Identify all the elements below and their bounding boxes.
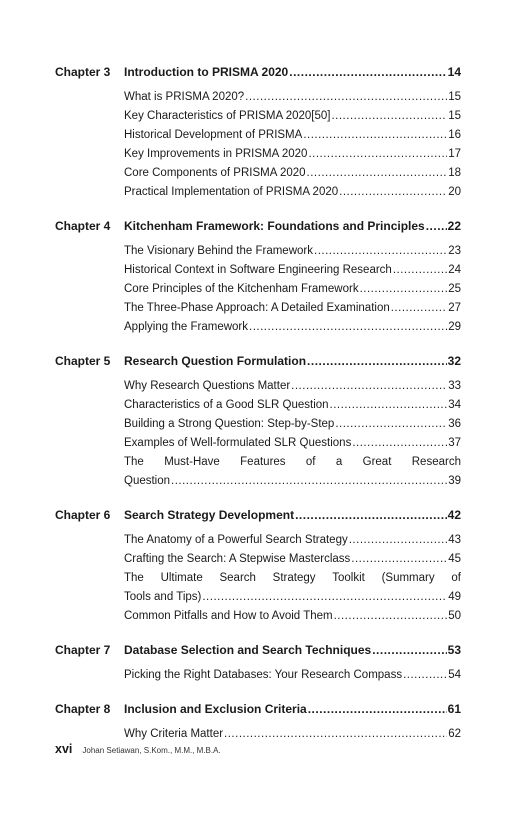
- section-title: Examples of Well-formulated SLR Questions: [124, 437, 352, 449]
- section-title: What is PRISMA 2020?: [124, 91, 245, 103]
- dot-leader: [393, 261, 447, 280]
- dot-leader: [291, 377, 447, 396]
- section-page-number: 43: [448, 534, 461, 546]
- dot-leader: [349, 531, 447, 550]
- section-title-word: of: [305, 456, 316, 468]
- section-title: Characteristics of a Good SLR Question: [124, 399, 329, 411]
- section-page-number: 23: [448, 245, 461, 257]
- dot-leader: [289, 62, 446, 82]
- chapter-heading: [55, 62, 461, 82]
- toc-section-entry: [124, 569, 461, 607]
- toc-section-entry: [124, 550, 461, 569]
- dot-leader: [314, 242, 447, 261]
- section-title: Key Improvements in PRISMA 2020: [124, 148, 308, 160]
- toc-chapter: [55, 699, 461, 744]
- chapter-number: Chapter 3: [55, 65, 111, 79]
- section-page-number: 62: [448, 728, 461, 740]
- section-page-number: 15: [448, 91, 461, 103]
- toc-section-entry: [124, 164, 461, 183]
- chapter-title: Introduction to PRISMA 2020: [124, 65, 289, 79]
- section-title: Tools and Tips): [124, 591, 202, 603]
- chapter-heading: [55, 351, 461, 371]
- section-page-number: 27: [448, 302, 461, 314]
- section-title-word: Great: [362, 456, 392, 468]
- dot-leader: [360, 280, 448, 299]
- section-title: Historical Development of PRISMA: [124, 129, 303, 141]
- section-title: Why Criteria Matter: [124, 728, 224, 740]
- chapter-sections: [124, 242, 461, 337]
- section-title-line: [124, 472, 461, 491]
- section-title: Applying the Framework: [124, 321, 248, 333]
- chapter-title: Search Strategy Development: [124, 508, 295, 522]
- section-title-word: Ultimate: [160, 572, 203, 584]
- section-title-line: [124, 588, 461, 607]
- section-page-number: 33: [448, 380, 461, 392]
- toc-section-entry: [124, 261, 461, 280]
- dot-leader: [391, 299, 447, 318]
- section-page-number: 18: [448, 167, 461, 179]
- section-title: The Anatomy of a Powerful Search Strategy: [124, 534, 348, 546]
- section-page-number: 20: [448, 186, 461, 198]
- toc-chapter: [55, 505, 461, 626]
- chapter-heading: [55, 216, 461, 236]
- chapter-title: Inclusion and Exclusion Criteria: [124, 702, 307, 716]
- toc-section-entry: [124, 242, 461, 261]
- dot-leader: [202, 588, 447, 607]
- chapter-sections: [124, 88, 461, 202]
- dot-leader: [330, 396, 448, 415]
- dot-leader: [171, 472, 447, 491]
- toc-section-entry: [124, 453, 461, 491]
- dot-leader: [308, 699, 447, 719]
- chapter-page-number: 32: [447, 354, 461, 368]
- section-title: Picking the Right Databases: Your Research Compass: [124, 669, 403, 681]
- chapter-heading: [55, 640, 461, 660]
- section-page-number: 50: [448, 610, 461, 622]
- section-title-line: [124, 569, 461, 588]
- dot-leader: [339, 183, 447, 202]
- chapter-number: Chapter 6: [55, 508, 111, 522]
- dot-leader: [307, 351, 447, 371]
- toc-chapter: [55, 216, 461, 337]
- section-title: Core Principles of the Kitchenham Framework: [124, 283, 359, 295]
- toc-section-entry: [124, 434, 461, 453]
- section-title: The Visionary Behind the Framework: [124, 245, 313, 257]
- toc-section-entry: [124, 666, 461, 685]
- section-title: Historical Context in Software Engineering Research: [124, 264, 392, 276]
- chapter-page-number: 61: [447, 702, 461, 716]
- toc-section-entry: [124, 280, 461, 299]
- section-page-number: 39: [448, 475, 461, 487]
- toc-section-entry: [124, 607, 461, 626]
- toc-section-entry: [124, 318, 461, 337]
- section-page-number: 49: [448, 591, 461, 603]
- section-page-number: 29: [448, 321, 461, 333]
- section-page-number: 36: [448, 418, 461, 430]
- dot-leader: [372, 640, 446, 660]
- section-page-number: 17: [448, 148, 461, 160]
- footer-author: Johan Setiawan, S.Kom., M.M., M.B.A.: [82, 746, 221, 755]
- toc-section-entry: [124, 107, 461, 126]
- toc-section-entry: [124, 183, 461, 202]
- section-title-word: Features: [240, 456, 286, 468]
- chapter-heading: [55, 699, 461, 719]
- section-page-number: 54: [448, 669, 461, 681]
- section-title-word: a: [335, 456, 343, 468]
- chapter-number: Chapter 5: [55, 354, 111, 368]
- toc-section-entry: [124, 396, 461, 415]
- section-title: Key Characteristics of PRISMA 2020[50]: [124, 110, 331, 122]
- toc-section-entry: [124, 415, 461, 434]
- dot-leader: [249, 318, 447, 337]
- dot-leader: [224, 725, 447, 744]
- section-page-number: 37: [448, 437, 461, 449]
- toc-section-entry: [124, 88, 461, 107]
- section-page-number: 25: [448, 283, 461, 295]
- section-title-word: Must-Have: [164, 456, 220, 468]
- section-page-number: 15: [448, 110, 461, 122]
- section-title-word: of: [451, 572, 461, 584]
- toc-section-entry: [124, 126, 461, 145]
- dot-leader: [351, 550, 447, 569]
- chapter-page-number: 22: [447, 219, 461, 233]
- toc-section-entry: [124, 531, 461, 550]
- chapter-sections: [124, 531, 461, 626]
- section-page-number: 24: [448, 264, 461, 276]
- section-title: Why Research Questions Matter: [124, 380, 291, 392]
- dot-leader: [308, 145, 447, 164]
- section-title: Crafting the Search: A Stepwise Masterclass: [124, 553, 351, 565]
- chapter-title: Kitchenham Framework: Foundations and Principles: [124, 219, 425, 233]
- dot-leader: [426, 216, 447, 236]
- dot-leader: [403, 666, 447, 685]
- section-title-word: (Summary: [381, 572, 435, 584]
- toc-section-entry: [124, 145, 461, 164]
- chapter-title: Research Question Formulation: [124, 354, 307, 368]
- chapter-page-number: 42: [447, 508, 461, 522]
- toc-chapter: [55, 62, 461, 202]
- footer-page-number: xvi: [55, 742, 73, 756]
- chapter-number: Chapter 4: [55, 219, 111, 233]
- dot-leader: [245, 88, 447, 107]
- table-of-contents: [55, 62, 461, 758]
- chapter-number: Chapter 7: [55, 643, 111, 657]
- chapter-sections: [124, 377, 461, 491]
- dot-leader: [303, 126, 447, 145]
- section-title: The Three-Phase Approach: A Detailed Examination: [124, 302, 390, 314]
- dot-leader: [331, 107, 447, 126]
- section-page-number: 16: [448, 129, 461, 141]
- dot-leader: [335, 415, 447, 434]
- toc-chapter: [55, 351, 461, 491]
- section-title-line: [124, 453, 461, 472]
- dot-leader: [295, 505, 447, 525]
- section-title-word: Search: [219, 572, 256, 584]
- chapter-page-number: 14: [447, 65, 461, 79]
- section-title: Core Components of PRISMA 2020: [124, 167, 306, 179]
- chapter-number: Chapter 8: [55, 702, 111, 716]
- chapter-title: Database Selection and Search Techniques: [124, 643, 372, 657]
- dot-leader: [334, 607, 448, 626]
- section-title-word: Toolkit: [332, 572, 365, 584]
- dot-leader: [307, 164, 448, 183]
- toc-chapter: [55, 640, 461, 685]
- toc-section-entry: [124, 377, 461, 396]
- section-title-word: The: [124, 572, 144, 584]
- section-title-word: Research: [411, 456, 461, 468]
- section-title-word: The: [124, 456, 144, 468]
- chapter-sections: [124, 666, 461, 685]
- section-title: Building a Strong Question: Step-by-Step: [124, 418, 335, 430]
- section-title: Practical Implementation of PRISMA 2020: [124, 186, 339, 198]
- toc-section-entry: [124, 299, 461, 318]
- section-page-number: 34: [448, 399, 461, 411]
- chapter-heading: [55, 505, 461, 525]
- section-title-word: Strategy: [272, 572, 316, 584]
- chapter-page-number: 53: [447, 643, 461, 657]
- section-title: Question: [124, 475, 171, 487]
- section-page-number: 45: [448, 553, 461, 565]
- page-footer: [55, 742, 221, 756]
- dot-leader: [352, 434, 447, 453]
- section-title: Common Pitfalls and How to Avoid Them: [124, 610, 333, 622]
